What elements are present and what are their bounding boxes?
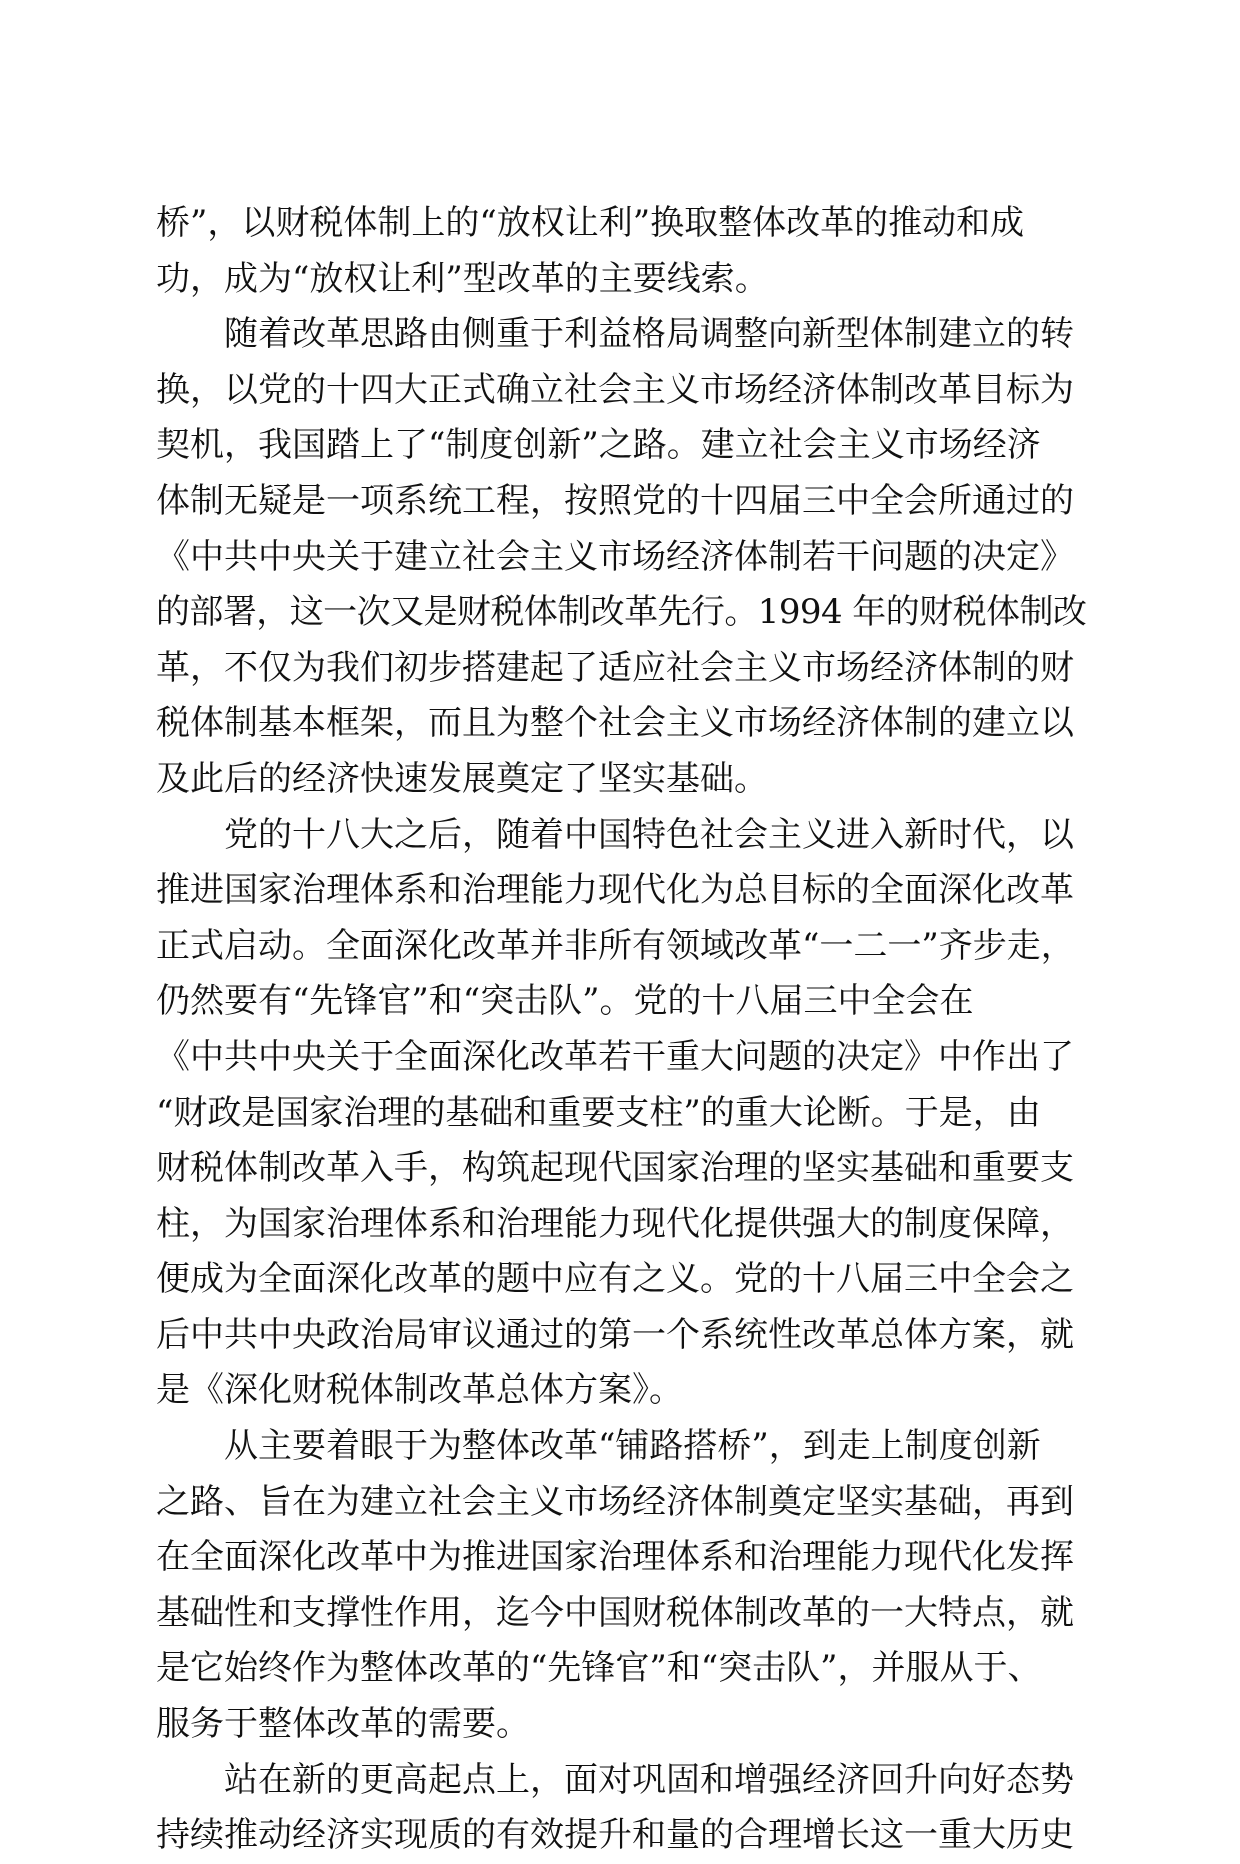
text-line: 的部署，这一次又是财税体制改革先行。1994 年的财税体制改 bbox=[156, 592, 1086, 633]
text-line: 之路、旨在为建立社会主义市场经济体制奠定坚实基础，再到 bbox=[156, 1481, 1074, 1522]
paragraph-first-line: 站在新的更高起点上，面对巩固和增强经济回升向好态势 bbox=[224, 1759, 1074, 1800]
paragraph-first-line: 从主要着眼于为整体改革“铺路搭桥”，到走上制度创新 bbox=[224, 1426, 1041, 1467]
text-line: 柱，为国家治理体系和治理能力现代化提供强大的制度保障， bbox=[156, 1203, 1074, 1244]
text-line: 推进国家治理体系和治理能力现代化为总目标的全面深化改革 bbox=[156, 870, 1074, 911]
text-line: 体制无疑是一项系统工程，按照党的十四届三中全会所通过的 bbox=[156, 480, 1074, 521]
paragraph-first-line: 党的十八大之后，随着中国特色社会主义进入新时代，以 bbox=[224, 814, 1074, 855]
text-line: 仍然要有“先锋官”和“突击队”。党的十八届三中全会在 bbox=[156, 981, 974, 1022]
text-line: 换，以党的十四大正式确立社会主义市场经济体制改革目标为 bbox=[156, 369, 1074, 410]
text-line: 是《深化财税体制改革总体方案》。 bbox=[156, 1370, 683, 1411]
text-line: 后中共中央政治局审议通过的第一个系统性改革总体方案，就 bbox=[156, 1314, 1074, 1355]
text-line: 功，成为“放权让利”型改革的主要线索。 bbox=[156, 258, 769, 299]
body-text bbox=[156, 196, 1086, 1864]
text-line: 基础性和支撑性作用，迄今中国财税体制改革的一大特点，就 bbox=[156, 1592, 1074, 1633]
text-line: 正式启动。全面深化改革并非所有领域改革“一二一”齐步走， bbox=[156, 925, 1075, 966]
text-line: 革，不仅为我们初步搭建起了适应社会主义市场经济体制的财 bbox=[156, 647, 1074, 688]
text-line: 便成为全面深化改革的题中应有之义。党的十八届三中全会之 bbox=[156, 1259, 1074, 1300]
text-line: 税体制基本框架，而且为整个社会主义市场经济体制的建立以 bbox=[156, 703, 1074, 744]
text-line: 服务于整体改革的需要。 bbox=[156, 1704, 530, 1745]
text-line: “财政是国家治理的基础和重要支柱”的重大论断。于是，由 bbox=[156, 1092, 1041, 1133]
text-line: 及此后的经济快速发展奠定了坚实基础。 bbox=[156, 758, 768, 799]
text-line: 财税体制改革入手，构筑起现代国家治理的坚实基础和重要支 bbox=[156, 1148, 1074, 1189]
text-line: 《中共中央关于全面深化改革若干重大问题的决定》中作出了 bbox=[156, 1036, 1074, 1077]
text-line: 契机，我国踏上了“制度创新”之路。建立社会主义市场经济 bbox=[156, 425, 1041, 466]
text-line: 是它始终作为整体改革的“先锋官”和“突击队”，并服从于、 bbox=[156, 1648, 1042, 1689]
text-line: 在全面深化改革中为推进国家治理体系和治理能力现代化发挥 bbox=[156, 1537, 1074, 1578]
paragraph-first-line: 随着改革思路由侧重于利益格局调整向新型体制建立的转 bbox=[224, 314, 1074, 355]
text-line: 持续推动经济实现质的有效提升和量的合理增长这一重大历史 bbox=[156, 1815, 1074, 1856]
text-line: 桥”，以财税体制上的“放权让利”换取整体改革的推动和成 bbox=[156, 203, 1025, 243]
text-line: 《中共中央关于建立社会主义市场经济体制若干问题的决定》 bbox=[156, 536, 1074, 577]
